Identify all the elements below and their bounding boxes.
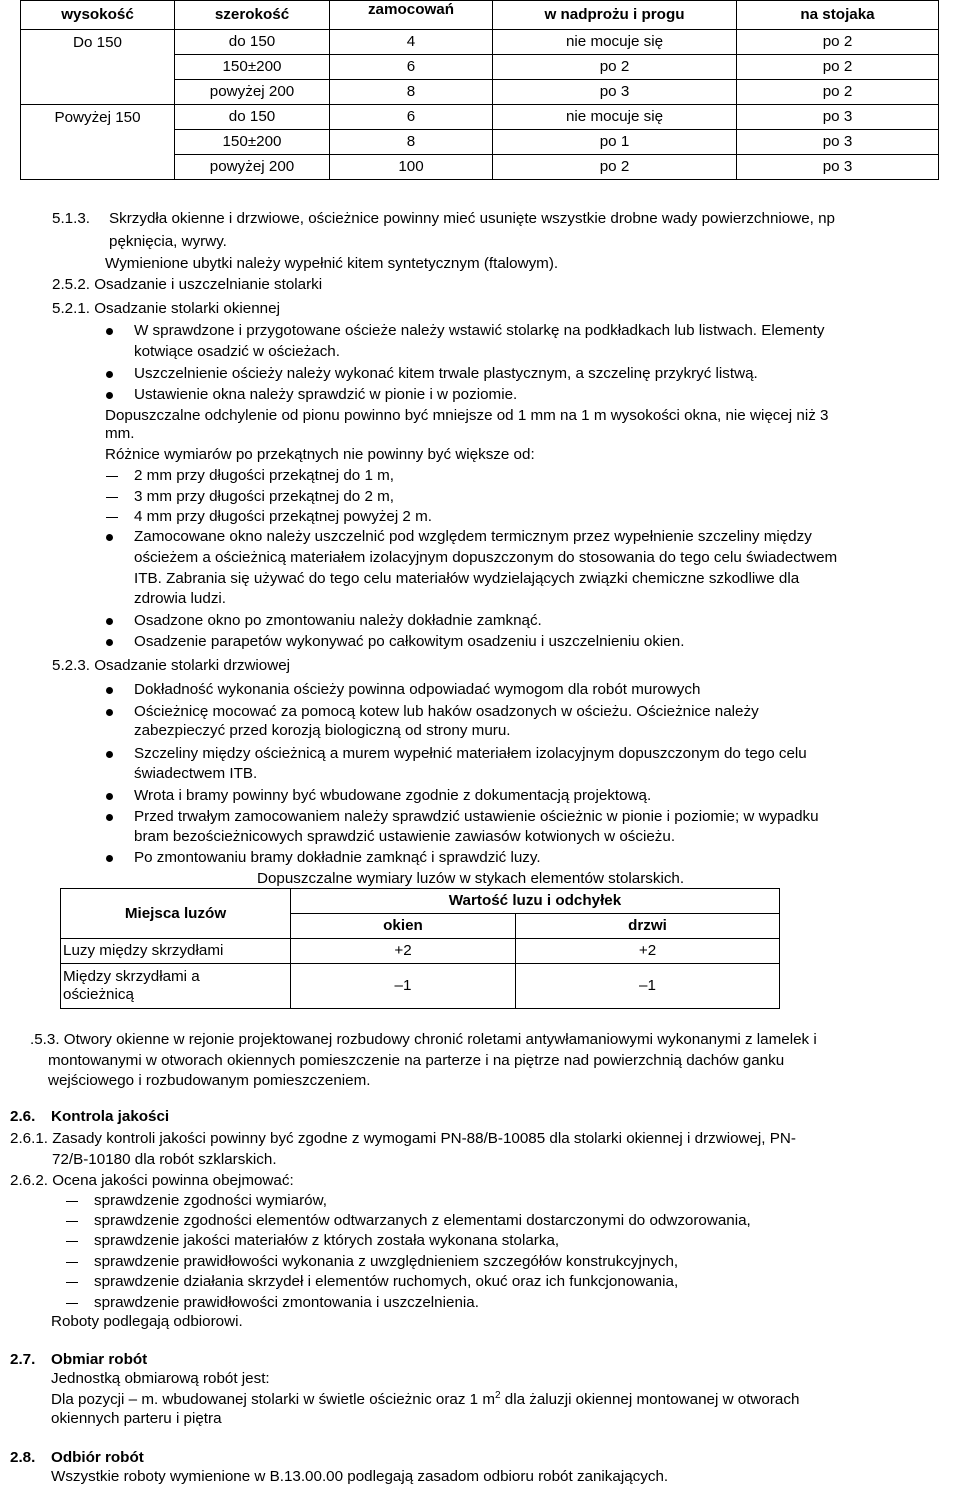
table-cell: do 150 <box>175 105 330 130</box>
superscript: 2 <box>494 1390 501 1401</box>
list-item: Dokładność wykonania ościeży powinna odpowiadać wymogom dla robót murowych <box>134 681 701 698</box>
table-cell: powyżej 200 <box>175 155 330 180</box>
paragraph-cont: okiennych parteru i piętra <box>51 1410 222 1427</box>
table-cell: +2 <box>516 939 780 964</box>
table-cell: 6 <box>330 105 493 130</box>
table-cell: nie mocuje się <box>493 30 737 55</box>
paragraph-513-line2: pęknięcia, wyrwy. <box>109 233 227 250</box>
table-cell <box>21 155 175 180</box>
cell-line: ościeżnicą <box>63 986 134 1003</box>
table-cell: nie mocuje się <box>493 105 737 130</box>
col-header-anchors: zamocowań <box>330 1 493 30</box>
paragraph-513-line1: Skrzydła okienne i drzwiowe, ościeżnice powinny mieć usunięte wszystkie drobne wady powierzchniowe, np <box>109 210 835 227</box>
table-cell: Luzy między skrzydłami <box>61 939 291 964</box>
list-item-cont: ITB. Zabrania się używać do tego celu materiałów wydzielających związki chemiczne szkodliwe dla <box>134 570 800 587</box>
paragraph: Dopuszczalne odchylenie od pionu powinno być mniejsze od 1 mm na 1 m wysokości okna, nie więcej niż 3 <box>105 407 829 424</box>
list-item: Wrota i bramy powinny być wbudowane zgodnie z dokumentacją projektową. <box>134 787 652 804</box>
list-item-cont: zdrowia ludzi. <box>134 590 227 607</box>
paragraph: Różnice wymiarów po przekątnych nie powinny być większe od: <box>105 446 535 463</box>
dash-item: sprawdzenie zgodności elementów odtwarzanych z elementami dostarczonymi do odwzorowania, <box>94 1212 751 1229</box>
table-cell: 8 <box>330 130 493 155</box>
table-cell: 150±200 <box>175 130 330 155</box>
list-item: Po zmontowaniu bramy dokładnie zamknąć i sprawdzić luzy. <box>134 849 541 866</box>
table-row <box>21 55 939 80</box>
table-cell: po 2 <box>737 30 939 55</box>
list-item: Uszczelnienie ościeży należy wykonać kitem trwale plastycznym, a szczelinę przykryć listwą. <box>134 365 758 382</box>
dash-item: 3 mm przy długości przekątnej do 2 m, <box>134 488 394 505</box>
table-row <box>21 30 939 55</box>
paragraph-53-line1: .5.3. Otwory okienne w rejonie projektowanej rozbudowy chronić roletami antywłamaniowymi wykonanymi z lamelek i <box>30 1031 817 1048</box>
section-number-28: 2.8. <box>10 1449 36 1466</box>
table-cell: –1 <box>291 964 516 1009</box>
table-cell: 8 <box>330 80 493 105</box>
table-cell: 150±200 <box>175 55 330 80</box>
list-item: Ościeżnicę mocować za pomocą kotew lub haków osadzonych w ościeżu. Ościeżnice należy <box>134 703 759 720</box>
dash-item: 4 mm przy długości przekątnej powyżej 2 m. <box>134 508 432 525</box>
col-header-width: szerokość <box>175 1 330 30</box>
table-cell: powyżej 200 <box>175 80 330 105</box>
col-header-jamb: na stojaka <box>737 1 939 30</box>
dash-item: 2 mm przy długości przekątnej do 1 m, <box>134 467 394 484</box>
paragraph-262: 2.6.2. Ocena jakości powinna obejmować: <box>10 1172 294 1189</box>
dash-item: sprawdzenie prawidłowości wykonania z uwzględnieniem szczegółów konstrukcyjnych, <box>94 1253 679 1270</box>
paragraph-53-line3: wejściowego i rozbudowanym pomieszczeniem. <box>48 1072 371 1089</box>
list-item-cont: świadectwem ITB. <box>134 765 258 782</box>
table-cell <box>21 80 175 105</box>
table-cell: 4 <box>330 30 493 55</box>
heading-523: 5.2.3. Osadzanie stolarki drzwiowej <box>52 657 291 674</box>
table-row <box>61 939 780 964</box>
table-cell: Do 150 <box>21 30 175 55</box>
table-cell: po 3 <box>737 130 939 155</box>
section-number-26: 2.6. <box>10 1108 36 1125</box>
paragraph: Jednostką obmiarową robót jest: <box>51 1370 270 1387</box>
clearance-table <box>60 888 780 1009</box>
table-row <box>21 105 939 130</box>
table-row <box>21 80 939 105</box>
list-item-cont: zabezpieczyć przed korozją biologiczną od strony muru. <box>134 722 511 739</box>
table-cell: –1 <box>516 964 780 1009</box>
list-item: W sprawdzone i przygotowane ościeże należy wstawić stolarkę na podkładkach lub listwach. Elementy <box>134 322 825 339</box>
list-item: Przed trwałym zamocowaniem należy sprawdzić ustawienie ościeżnic w pionie i poziomie; w wypadku <box>134 808 819 825</box>
col-header-place: Miejsca luzów <box>61 889 291 939</box>
table-cell: Powyżej 150 <box>21 105 175 130</box>
paragraph <box>51 1390 799 1409</box>
table-cell <box>21 130 175 155</box>
heading-27: Obmiar robót <box>51 1351 148 1368</box>
table-cell: po 2 <box>737 55 939 80</box>
table-cell: po 1 <box>493 130 737 155</box>
col-header-group: Wartość luzu i odchyłek <box>291 889 780 914</box>
paragraph-261-line2: 72/B-10180 dla robót szklarskich. <box>52 1151 277 1168</box>
heading-28: Odbiór robót <box>51 1449 144 1466</box>
col-header-doors: drzwi <box>516 914 780 939</box>
table-cell: 100 <box>330 155 493 180</box>
col-header-windows: okien <box>291 914 516 939</box>
table-cell: po 3 <box>493 80 737 105</box>
list-item-cont: kotwiące osadzić w ościeżach. <box>134 343 340 360</box>
dash-item: sprawdzenie działania skrzydeł i elementów ruchomych, okuć oraz ich funkcjonowania, <box>94 1273 679 1290</box>
dash-item: sprawdzenie zgodności wymiarów, <box>94 1192 327 1209</box>
table-caption: Dopuszczalne wymiary luzów w stykach elementów stolarskich. <box>257 870 685 887</box>
paragraph: Roboty podlegają odbiorowi. <box>51 1313 243 1330</box>
mounting-table <box>20 0 939 180</box>
table-cell: 6 <box>330 55 493 80</box>
paragraph: Wszystkie roboty wymienione w B.13.00.00 podlegają zasadom odbioru robót zanikających. <box>51 1468 669 1485</box>
table-cell: po 3 <box>737 155 939 180</box>
paragraph-513-line3: Wymienione ubytki należy wypełnić kitem syntetycznym (ftalowym). <box>105 255 559 272</box>
list-item: Osadzone okno po zmontowaniu należy dokładnie zamknąć. <box>134 612 542 629</box>
list-item-cont: bram bezościeżnicowych sprawdzić ustawienie zawiasów kotwionych w ościeżu. <box>134 828 676 845</box>
list-item: Osadzenie parapetów wykonywać po całkowitym osadzeniu i uszczelnieniu okien. <box>134 633 685 650</box>
table-header-row <box>61 889 780 914</box>
table-cell: do 150 <box>175 30 330 55</box>
heading-26: Kontrola jakości <box>51 1108 170 1125</box>
table-header-row <box>21 1 939 30</box>
list-item: Zamocowane okno należy uszczelnić pod względem termicznym przez wypełnienie szczeliny między <box>134 528 812 545</box>
table-cell <box>21 55 175 80</box>
section-number-513: 5.1.3. <box>52 210 90 227</box>
section-number-27: 2.7. <box>10 1351 36 1368</box>
heading-521: 5.2.1. Osadzanie stolarki okiennej <box>52 300 280 317</box>
text-run: Dla pozycji – m. wbudowanej stolarki w świetle ościeżnic oraz 1 m <box>51 1391 495 1409</box>
col-header-height: wysokość <box>21 1 175 30</box>
cell-line: Między skrzydłami a <box>63 967 200 985</box>
table-row <box>21 155 939 180</box>
paragraph-261-line1: 2.6.1. Zasady kontroli jakości powinny być zgodne z wymogami PN-88/B-10085 dla stolarki okiennej i drzwiowej, PN- <box>10 1130 796 1147</box>
dash-item: sprawdzenie jakości materiałów z których została wykonana stolarka, <box>94 1232 560 1249</box>
table-cell: po 3 <box>737 105 939 130</box>
dash-item: sprawdzenie prawidłowości zmontowania i uszczelnienia. <box>94 1294 479 1311</box>
table-row <box>21 130 939 155</box>
table-cell <box>61 964 291 1009</box>
table-cell: po 2 <box>493 155 737 180</box>
col-header-lintel: w nadprożu i progu <box>493 1 737 30</box>
table-cell: po 2 <box>737 80 939 105</box>
table-cell: +2 <box>291 939 516 964</box>
list-item-cont: ościeżem a ościeżnicą materiałem izolacyjnym dopuszczonym do stosowania do tego celu świadectwem <box>134 549 838 566</box>
paragraph-cont: mm. <box>105 425 135 442</box>
list-item: Ustawienie okna należy sprawdzić w pionie i w poziomie. <box>134 386 518 403</box>
heading-252: 2.5.2. Osadzanie i uszczelnianie stolarki <box>52 276 323 293</box>
table-cell: po 2 <box>493 55 737 80</box>
paragraph-53-line2: montowanymi w otworach okiennych pomieszczenie na parterze i na piętrze nad powierzchnią dachów ganku <box>48 1052 785 1069</box>
table-row <box>61 964 780 1009</box>
text-run: dla żaluzji okiennej montowanej w otworach <box>500 1391 800 1409</box>
list-item: Szczeliny między ościeżnicą a murem wypełnić materiałem izolacyjnym dopuszczonym do tego celu <box>134 745 807 762</box>
